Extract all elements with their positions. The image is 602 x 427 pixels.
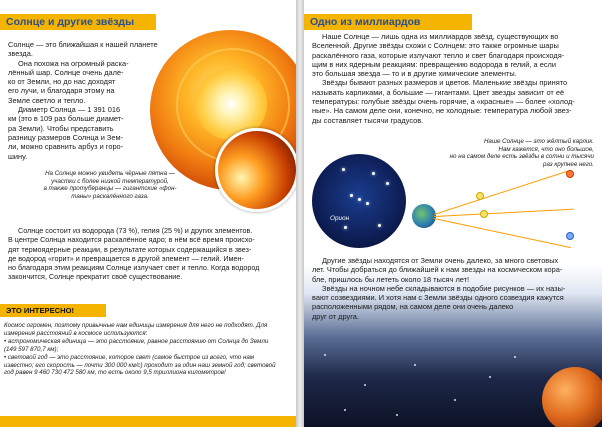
- earth-icon: [412, 204, 436, 228]
- distant-star-yellow: [476, 192, 484, 200]
- stars-distance-text: [312, 256, 596, 321]
- background-star: [514, 356, 516, 358]
- caption-line: раз крупнее него.: [543, 160, 594, 168]
- stars-line: ды составляет тысячи градусов.: [312, 115, 424, 125]
- orion-label: Орион: [330, 215, 350, 222]
- intro-line: Земле светло и тепло.: [8, 95, 86, 105]
- fact-line: измерения расстояний в космосе используются:: [4, 329, 148, 337]
- constellation-star: [378, 224, 381, 227]
- solar-flare-closeup: [215, 128, 296, 212]
- composition-line: де водород «горит» и превращается в другой элемент — гелий. Имен-: [8, 253, 244, 263]
- distant-star-yellow: [480, 210, 488, 218]
- background-star: [414, 364, 416, 366]
- light-ray: [434, 218, 571, 248]
- background-star: [344, 409, 346, 411]
- distance-line: лет. Чтобы добраться до ближайшей к нам звезды на космическом кора-: [312, 265, 563, 275]
- caption-line: На Солнце можно увидеть чёрные пятна —: [45, 170, 175, 177]
- orion-constellation: [312, 154, 406, 248]
- book-gutter: [296, 0, 304, 427]
- caption-line: Нам кажется, что оно большое,: [498, 145, 594, 153]
- stars-intro-text: [312, 32, 596, 125]
- constellation-star: [386, 182, 389, 185]
- fact-line: (149 597 870,7 км);: [4, 345, 59, 353]
- intro-line: лённый шар. Солнце очень дале-: [8, 67, 124, 77]
- intro-line: Она похожа на огромный раска-: [18, 58, 129, 68]
- left-page: [0, 0, 296, 427]
- constellation-star: [344, 226, 347, 229]
- stars-line: называть карликами, а большие — гигантами. Цвет звезды зависит от её: [312, 87, 565, 97]
- distance-line: расположенными рядом, на самом деле они очень далеко: [312, 302, 514, 312]
- intro-line: ли, можно сравнить арбуз и горо-: [8, 142, 124, 152]
- sun-intro-text: [8, 40, 168, 161]
- constellation-star: [366, 202, 369, 205]
- composition-line: но благодаря этим реакциям Солнце излучает свет и тепло. Когда водород: [8, 263, 260, 273]
- intro-line: его лучи, и благодаря этому на: [8, 86, 115, 96]
- light-ray: [434, 209, 574, 217]
- right-page: [304, 0, 602, 427]
- distance-line: Звёзды на ночном небе складываются в подобие рисунков — их назы-: [322, 283, 566, 293]
- bottom-stripe: [0, 416, 296, 427]
- intro-line: ко от Земли, но до нас доходят: [8, 77, 116, 87]
- intro-line: ра Земли). Чтобы представить: [8, 123, 114, 133]
- constellation-star: [372, 172, 375, 175]
- page-title-stars: Одно из миллиардов: [304, 14, 472, 30]
- constellation-star: [342, 168, 345, 171]
- stars-line: температуры: голубые звёзды очень горячие, а «красные» — более «холод-: [312, 97, 575, 107]
- stars-line: Звёзды бывают разных размеров и цветов. Маленькие звёзды принято: [322, 78, 568, 88]
- caption-line: участки с более низкой температурой,: [51, 177, 169, 185]
- fact-line: • световой год — это расстояние, которое свет (самое быстрое из всего, что нам: [4, 353, 255, 361]
- distance-line: вают созвездиями. И хотя нам с Земли звёзды одного созвездия кажутся: [312, 293, 564, 303]
- intro-line: шину.: [8, 151, 28, 161]
- stars-line: ные». На самом деле они, конечно, не холодные: температура любой звез-: [312, 106, 572, 116]
- constellation-star: [358, 198, 361, 201]
- distance-line: бле, пришлось бы лететь около 18 тысяч лет!: [312, 274, 470, 284]
- red-planet: [542, 367, 602, 427]
- interesting-fact-heading: ЭТО ИНТЕРЕСНО!: [0, 304, 106, 317]
- intro-line: Солнце — это ближайшая к нашей планете звезда.: [8, 40, 158, 59]
- background-star: [454, 399, 456, 401]
- intro-line: Диаметр Солнца — 1 391 016: [18, 105, 121, 115]
- sun-caption: [10, 170, 210, 200]
- fact-line: • астрономическая единица — это расстояние, равное расстоянию от Солнца до Земли: [4, 337, 269, 345]
- stars-line: раскалённого газа, которые излучают тепло и свет благодаря происходя-: [312, 50, 565, 60]
- distance-line: Другие звёзды находятся от Земли очень далеко, за много световых: [322, 256, 559, 265]
- fact-line: год равен 9 460 730 472 580 км, то есть около 9,5 триллиона километров!: [4, 369, 226, 377]
- background-star: [489, 376, 491, 378]
- constellation-star: [350, 194, 353, 197]
- fact-line: известно; его скорость — почти 300 000 км/с) проходит за один наш земной год; световой: [4, 361, 276, 369]
- distance-line: друг от друга.: [312, 311, 359, 321]
- background-star: [396, 414, 398, 416]
- fact-line: Космос огромен, поэтому привычные нам единицы измерения для него не подходят. Для: [4, 322, 268, 329]
- distant-star-red: [566, 170, 574, 178]
- distant-star-blue: [566, 232, 574, 240]
- sun-composition-text: [8, 226, 290, 282]
- caption-line: а также протуберанцы — гигантские «фон-: [43, 185, 177, 193]
- composition-line: дят термоядерные реакции, в результате которых содержащийся в звез-: [8, 244, 252, 254]
- intro-line: км (это в 109 раз больше диамет-: [8, 114, 124, 124]
- stars-line: Вселенной. Другие звёзды схожи с Солнцем: это также огромные шары: [312, 41, 559, 51]
- composition-line: В центре Солнца находится раскалённое ядро; в нём всё время происхо-: [8, 235, 255, 245]
- composition-line: Солнце состоит из водорода (73 %), гелия (25 %) и других элементов.: [18, 226, 253, 235]
- stars-line: Наше Солнце — лишь одна из миллиардов звёзд, существующих во: [322, 32, 559, 41]
- intro-line: разницу размеров Солнца и Зем-: [8, 132, 124, 142]
- light-ray: [434, 171, 567, 215]
- background-star: [324, 354, 326, 356]
- page-title-sun: Солнце и другие звёзды: [0, 14, 156, 30]
- composition-line: закончится, Солнце прекратит своё существование.: [8, 272, 183, 282]
- caption-line: Наше Солнце — это жёлтый карлик.: [483, 138, 594, 145]
- sun-dwarf-caption: [412, 138, 594, 168]
- caption-line: таны» раскалённого газа.: [71, 192, 149, 200]
- stars-line: это большая звезда — то и в другие химические элементы.: [312, 69, 517, 79]
- stars-line: щим в них ядерным реакциям: превращению водорода в гелий, а если: [312, 59, 556, 69]
- caption-line: но на самом деле есть звёзды в сотни и тысячи: [449, 153, 594, 161]
- background-star: [364, 384, 366, 386]
- interesting-fact-text: [4, 322, 284, 377]
